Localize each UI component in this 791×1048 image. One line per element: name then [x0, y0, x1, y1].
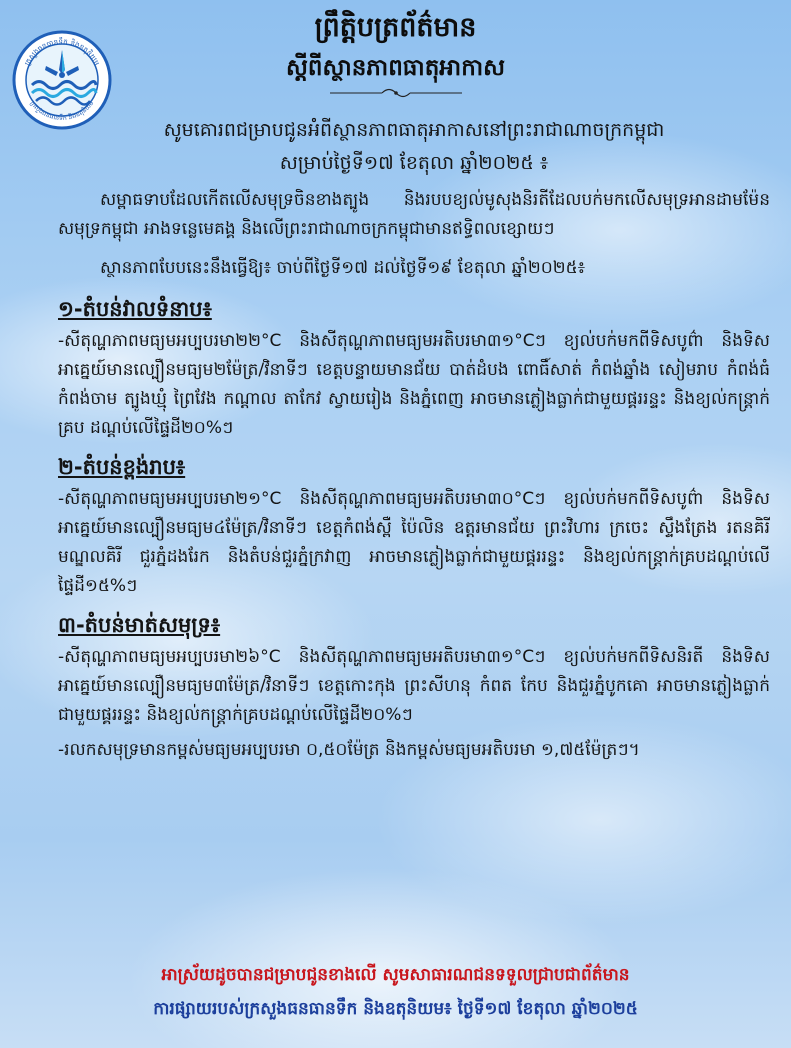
- divider-ornament: [326, 86, 466, 100]
- region-heading: ១-តំបន់វាលទំនាប៖: [58, 297, 212, 321]
- bulletin-body: [58, 114, 770, 765]
- intro-line-1: សូមគោរពជម្រាបជូនអំពីស្ថានភាពធាតុអាកាសនៅព្រះរាជាណាចក្រកម្ពុជា: [163, 119, 665, 141]
- footer-notice: អាស្រ័យដូចបានជម្រាបជូនខាងលើ សូមសាធារណជនទទួលជ្រាបជាព័ត៌មាន: [161, 965, 630, 985]
- logo-top-text: ក្រសួងធនធានទឹក និងឧតុនិយម: [22, 36, 102, 67]
- intro-line-2: សម្រាប់ថ្ងៃទី១៧ ខែតុលា ឆ្នាំ២០២៥ ៖: [279, 152, 549, 174]
- summary-period: ស្ថានភាពបែបនេះនឹងធ្វើឱ្យ៖ ចាប់ពីថ្ងៃទី១៧ ដល់ថ្ងៃទី១៩ ខែតុលា ឆ្នាំ២០២៥៖: [100, 258, 586, 278]
- footer-publisher: ការផ្សាយរបស់ក្រសួងធនធានទឹក និងឧតុនិយម៖ ថ្ងៃទី១៧ ខែតុលា ឆ្នាំ២០២៥: [153, 999, 638, 1019]
- wave-height-note: -រលកសមុទ្រមានកម្ពស់មធ្យមអប្បបរមា ០,៥០ម៉ែត្រ និងកម្ពស់មធ្យមអតិបរមា ១,៧៥ម៉ែត្រៗ។: [58, 740, 640, 760]
- summary-paragraph: សម្ពាធទាបដែលកើតលើសមុទ្រចិនខាងត្បូង និងរបបខ្យល់មូសុងនិរតីដែលបក់មកលើសមុទ្រអានដាមម៉ែន សមុទ្រកម្ពុជា អាងទន្លេមេគង្គ និងលើព្រះរាជាណាចក្រកម្ពុជាមានឥទ្ធិពលខ្សោយៗ: [58, 190, 770, 239]
- intro: [58, 114, 770, 180]
- page-title: ព្រឹត្តិបត្រព័ត៌មាន: [314, 12, 477, 43]
- region-plateau: [58, 451, 770, 601]
- logo-bottom-text: ក្រសួងធនធានទឹក និងឧតុនិយម: [28, 99, 96, 123]
- region-heading: ៣-តំបន់មាត់សមុទ្រ៖: [58, 613, 221, 637]
- region-coastal: [58, 609, 770, 765]
- region-heading: ២-តំបន់ខ្ពង់រាប៖: [58, 455, 186, 479]
- region-body: -សីតុណ្ហភាពមធ្យមអប្បបរមា២២°C និងសីតុណ្ហភាពមធ្យមអតិបរមា៣១°Cៗ ខ្យល់បក់មកពីទិសបូព៌ា និងទិសអាគ្នេយ៍មានល្បឿនមធ្យម២ម៉ែត្រ/វិនាទីៗ ខេត្តបន្ទាយមានជ័យ បាត់ដំបង ពោធិ៍សាត់ កំពង់ឆ្នាំង សៀមរាប កំពង់ធំ កំពង់ចាម ត្បូងឃ្មុំ ព្រៃវែង កណ្តាល តាកែវ ស្វាយរៀង និងភ្នំពេញ អាចមានភ្លៀងធ្លាក់ជាមួយផ្គររន្ទះ និងខ្យល់កន្ត្រាក់គ្រប ដណ្តប់លើផ្ទៃដី២០%ៗ: [58, 331, 770, 438]
- region-body: -សីតុណ្ហភាពមធ្យមអប្បបរមា២៦°C និងសីតុណ្ហភាពមធ្យមអតិបរមា៣១°Cៗ ខ្យល់បក់មកពីទិសនិរតី និងទិសអាគ្នេយ៍មានល្បឿនមធ្យម៣ម៉ែត្រ/វិនាទីៗ ខេត្តកោះកុង ព្រះសីហនុ កំពត កែប និងជួរភ្នំបូកគោ អាចមានភ្លៀងធ្លាក់ជាមួយផ្គររន្ទះ និងខ្យល់កន្ត្រាក់គ្របដណ្តប់លើផ្ទៃដី២០%ៗ: [58, 647, 770, 725]
- region-body: -សីតុណ្ហភាពមធ្យមអប្បបរមា២១°C និងសីតុណ្ហភាពមធ្យមអតិបរមា៣០°Cៗ ខ្យល់បក់មកពីទិសបូព៌ា និងទិសអាគ្នេយ៍មានល្បឿនមធ្យម៤ម៉ែត្រ/វិនាទីៗ ខេត្តកំពង់ស្ពឺ ប៉ៃលិន ឧត្តរមានជ័យ ព្រះវិហារ ក្រចេះ ស្ទឹងត្រែង រតនគិរី មណ្ឌលគិរី ជួរភ្នំដងរែក និងតំបន់ជួរភ្នំក្រវាញ អាចមានភ្លៀងធ្លាក់ជាមួយផ្គររន្ទះ និងខ្យល់កន្ត្រាក់គ្របដណ្តប់លើផ្ទៃដី១៥%ៗ: [58, 489, 770, 596]
- header: [0, 6, 791, 100]
- region-lowland: [58, 293, 770, 443]
- page-subtitle: ស្តីពីស្ថានភាពធាតុអាកាស: [286, 55, 505, 81]
